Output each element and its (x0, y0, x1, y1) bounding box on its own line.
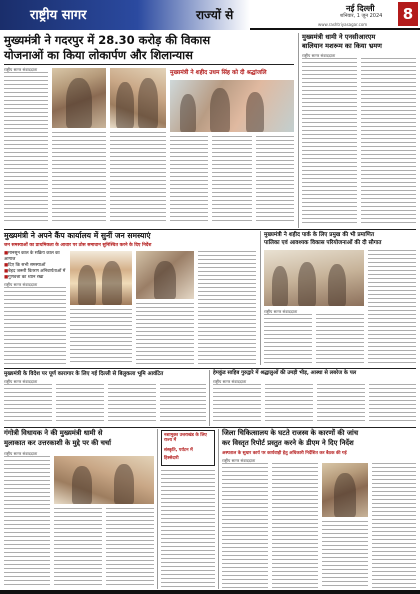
divider (4, 64, 294, 65)
district-text-column (372, 463, 416, 588)
main-text-column (110, 132, 166, 224)
main-byline: राष्ट्रीय सागर संवाददाता (4, 67, 38, 72)
box-headline-line3: हिस्सेदारी (164, 456, 179, 461)
main-text-column (52, 132, 106, 224)
shahid-park-headline-line2: पालिका एवं आवश्यक विकास परियोजनाओं की दी सौगात (264, 240, 382, 246)
main-headline-line1: मुख्यमंत्री ने गदरपुर में 28.30 करोड़ की विकास (4, 33, 211, 47)
shahid-text-column (316, 314, 364, 365)
hemkund-text-column (369, 384, 416, 424)
udham-text-column (256, 136, 294, 224)
district-text-column (222, 463, 268, 588)
udham-text-column (170, 136, 208, 224)
land-text-column (160, 384, 206, 424)
page-number: 8 (398, 2, 418, 26)
mla-headline-line2: मुलाकात कर उत्तरकाशी के मुद्दे पर की चर्चा (4, 439, 112, 447)
side-text-column (361, 58, 416, 226)
camp-office-headline: मुख्यमंत्री ने अपने कैंप कार्यालय में सुनीं जन समस्याएं (4, 231, 151, 240)
district-byline: राष्ट्रीय सागर संवाददाता (222, 458, 256, 463)
camp-byline: राष्ट्रीय सागर संवाददाता (4, 282, 38, 287)
land-text-column (4, 384, 52, 424)
side-headline-line2: बालियान मशरूम का किया भ्रमण (302, 42, 382, 50)
column-divider (298, 33, 299, 228)
land-text-column (108, 384, 156, 424)
side-text-column (302, 58, 357, 226)
hemkund-text-column (265, 384, 313, 424)
mla-text-column (54, 508, 102, 588)
newspaper-name: राष्ट्रीय सागर (30, 8, 87, 23)
divider (4, 427, 416, 428)
column-divider (209, 370, 210, 426)
camp-office-subhead: जन समस्याओं का प्राथमिकता के आधार पर ठोस समाधान सुनिश्चित करने के दिए निर्देश (4, 243, 152, 248)
bullet-item: ■ दिए कि सभी समस्याओं (4, 263, 66, 269)
side-byline: राष्ट्रीय सागर संवाददाता (302, 53, 336, 58)
date-line: शनिवार, 1 जून 2024 (340, 13, 383, 19)
photo-udham-singh-tribute (170, 80, 294, 132)
hemkund-headline: हेमकुंड साहिब गुरुद्वारे में श्रद्धालुओं की उमड़ी भीड़, आस्था से लबरेज के पल (213, 370, 357, 376)
masthead (0, 0, 420, 30)
photo-district-hospital (322, 463, 368, 517)
main-headline-line2: योजनाओं का किया लोकार्पण और शिलान्यास (4, 48, 193, 62)
bullet-item: ■ मानसून काल के सक्रिय काल का आगाज (4, 251, 66, 263)
land-allotment-headline: मुख्यमंत्री के विदेश पर पूर्ण कारागार के लिए गई दिल्ली से बिलुकला भूमि आवंटित (4, 371, 164, 377)
camp-text-column (4, 287, 66, 365)
shahid-text-column (368, 250, 416, 365)
land-byline: राष्ट्रीय सागर संवाददाता (4, 379, 38, 384)
box-text-column (161, 470, 215, 588)
district-subhead: अस्पताल के सुधार कार्य पर कार्यवाही हेतु अधिकारी निर्देशित कर बैठक की गई (222, 451, 347, 456)
camp-text-column (198, 251, 256, 365)
shahid-text-column (264, 314, 312, 365)
box-headline-line1: नशामुक्त उत्तराखंड के लिए राज्य में (164, 433, 207, 444)
land-text-column (56, 384, 104, 424)
column-divider (157, 429, 158, 589)
photo-mla-meeting (54, 456, 154, 504)
edition-label: नई दिल्ली (346, 4, 375, 13)
photo-chief-minister (52, 68, 106, 128)
hemkund-text-column (317, 384, 365, 424)
section-title: राज्यों से (196, 8, 234, 22)
mla-text-column (4, 456, 50, 588)
camp-text-column (136, 303, 194, 365)
camp-text-column (70, 309, 132, 365)
mla-text-column (106, 508, 154, 588)
hemkund-text-column (213, 384, 261, 424)
photo-public-grievance (136, 251, 194, 299)
hemkund-byline: राष्ट्रीय सागर संवाददाता (213, 379, 247, 384)
footer-band (0, 590, 420, 594)
bullet-item: ■ गुणवत्ता का ध्यान रखा (4, 275, 66, 281)
side-headline-line1: मुख्यमंत्री धामी ने एनसीआरएम (302, 33, 376, 41)
shahid-park-headline-line1: मुख्यमंत्री ने शहीद पार्क के लिए प्रमुख की भी प्रमाणित (264, 232, 375, 238)
photo-inauguration (110, 68, 166, 128)
district-headline-line1: जिला चिकित्सालय के घटते राजस्व के कारणों की जांच (222, 429, 359, 437)
website-url: www.rashtriyasagar.com (318, 22, 368, 27)
district-headline-line2: कर विस्तृत रिपोर्ट प्रस्तुत करने के डीएम ने दिए निर्देश (222, 439, 354, 447)
info-box (161, 430, 215, 466)
bullet-item: ■ बेहद जरूरी वितरण अनिवार्यताओं में (4, 269, 66, 275)
column-divider (218, 429, 219, 589)
camp-office-bullets (4, 251, 66, 281)
mla-headline-line1: गंगोत्री विधायक ने की मुख्यमंत्री धामी से (4, 429, 103, 437)
district-text-column (272, 463, 318, 588)
mla-byline: राष्ट्रीय सागर संवाददाता (4, 451, 38, 456)
udham-singh-headline: मुख्यमंत्री ने शहीद उधम सिंह को दी श्रद्धांजलि (170, 70, 267, 76)
udham-text-column (212, 136, 252, 224)
column-divider (260, 231, 261, 365)
district-text-column (322, 521, 368, 588)
box-headline-line2: संस्कृति, पर्यटन में (164, 448, 193, 453)
photo-shahid-park (264, 250, 364, 306)
shahid-byline: राष्ट्रीय सागर संवाददाता (264, 309, 298, 314)
main-text-column (4, 72, 48, 224)
divider (4, 368, 416, 369)
divider (4, 229, 416, 230)
photo-camp-office-meeting (70, 251, 132, 305)
